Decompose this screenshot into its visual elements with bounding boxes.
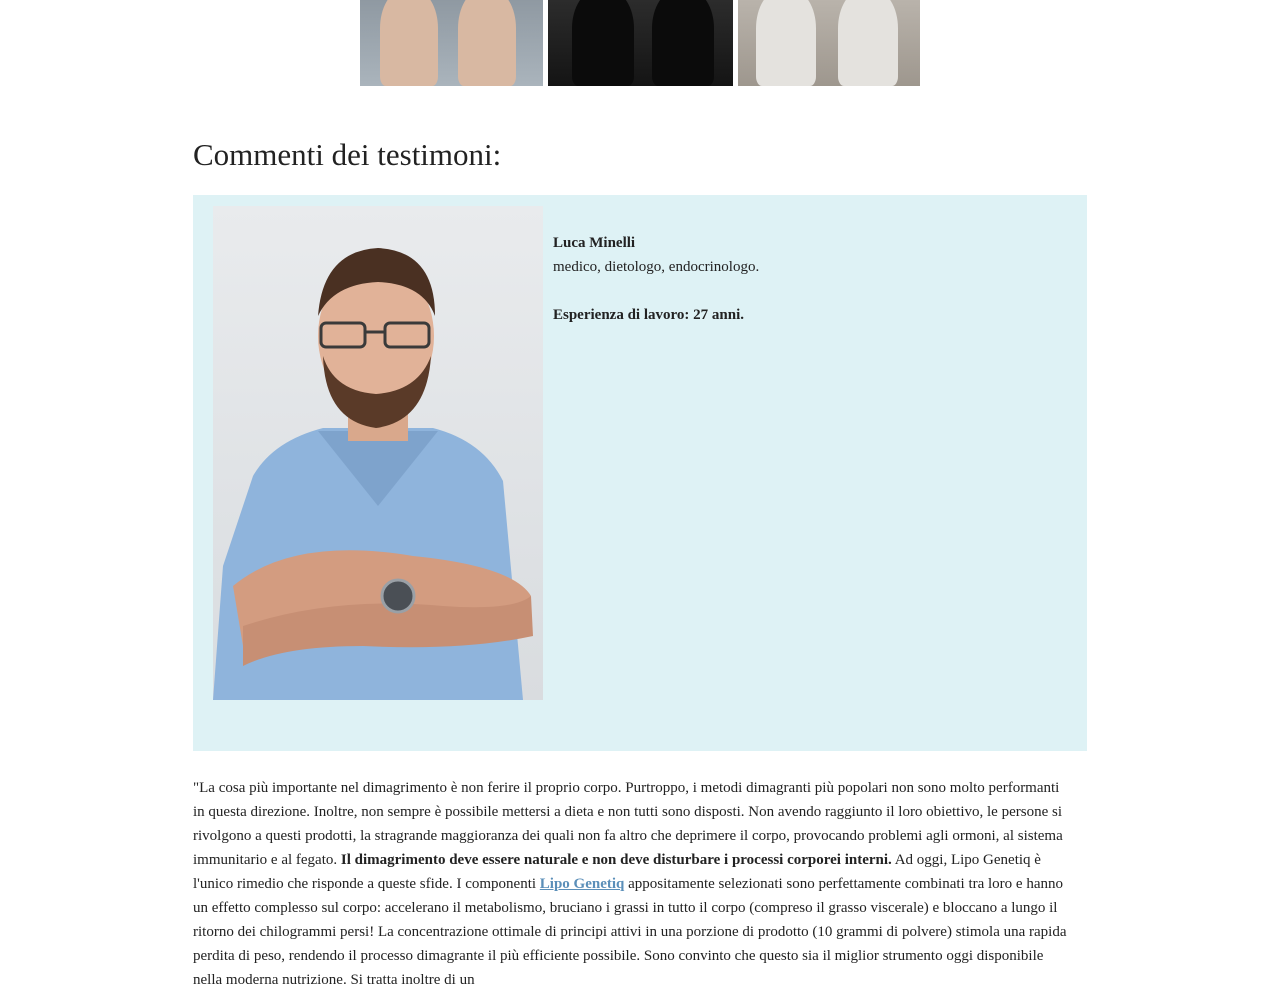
before-after-photo: [360, 0, 543, 86]
quote-text: Ad oggi, Lipo Genetiq è l'unico rimedio che risponde a queste sfide. I componenti: [193, 852, 1041, 892]
testimonial-quote: [193, 776, 1073, 992]
doctor-role: medico, dietologo, endocrinologo.: [553, 259, 760, 275]
before-after-photo: [548, 0, 733, 86]
testimonial-card: [193, 195, 1087, 751]
quote-text: "La cosa più importante nel dimagrimento è non ferire il proprio corpo. Purtroppo, i metodi dimagranti più popolari non sono molto performanti in questa direzione. Inoltre, non sempre è possibile mettersi a dieta e non tutti sono disposti. Non avendo raggiunto il loro obiettivo, le persone si rivolgono a questi prodotti, la stragrande maggioranza dei quali non fa altro che deprimere il corpo, provocando problemi agli ormoni, al sistema immunitario e al fegato.: [193, 780, 1063, 868]
before-after-photo: [738, 0, 920, 86]
before-after-photo-strip: [360, 0, 920, 86]
doctor-experience: Esperienza di lavoro: 27 anni.: [553, 307, 744, 323]
doctor-name: Luca Minelli: [553, 235, 636, 251]
quote-text: appositamente selezionati sono perfettamente combinati tra loro e hanno un effetto complesso sul corpo: accelerano il metabolismo, bruciano i grassi in tutto il corpo (compreso il grasso viscerale) e bloccano a lungo il ritorno dei chilogrammi persi! La concentrazione ottimale di principi attivi in una porzione di prodotto (10 grammi di polvere) stimola una rapida perdita di peso, rendendo il processo dimagrante il più efficiente possibile. Sono convinto che questo sia il miglior strumento oggi disponibile nella moderna nutrizione. Si tratta inoltre di un: [193, 876, 1067, 988]
section-heading: Commenti dei testimoni:: [193, 137, 502, 172]
doctor-info: [553, 231, 759, 327]
quote-bold-text: Il dimagrimento deve essere naturale e non deve disturbare i processi corporei interni.: [340, 852, 892, 868]
product-link[interactable]: Lipo Genetiq: [539, 876, 625, 892]
doctor-photo: [213, 206, 543, 700]
doctor-portrait-illustration: [213, 206, 543, 700]
